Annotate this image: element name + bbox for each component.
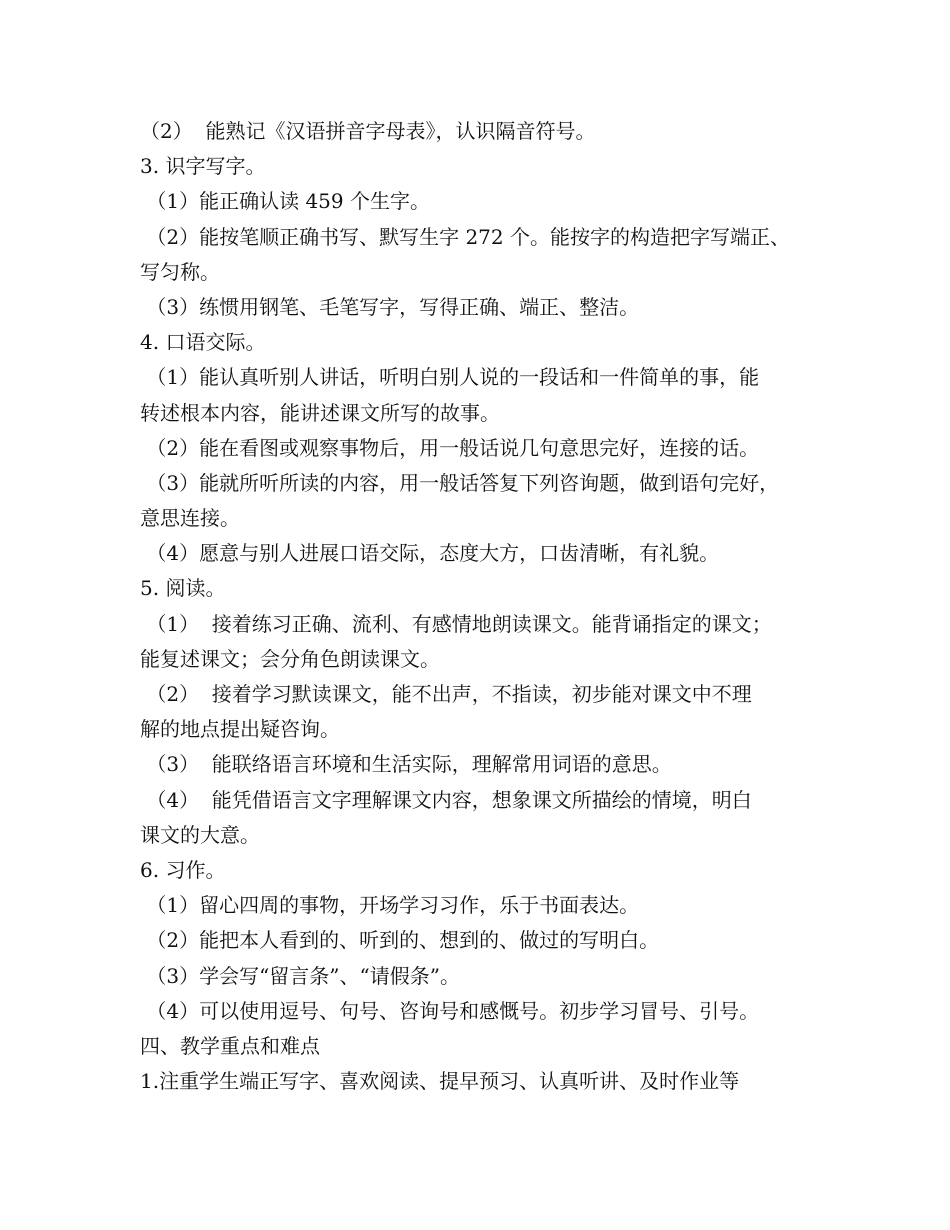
text-line: 5. 阅读。: [140, 576, 226, 601]
text-line: 转述根本内容，能讲述课文所写的故事。: [140, 400, 500, 425]
text-line: 意思连接。: [140, 506, 240, 531]
text-line: （2） 能熟记《汉语拼音字母表》，认识隔音符号。: [140, 119, 596, 143]
text-line: 1.注重学生端正写字、喜欢阅读、提早预习、认真听讲、及时作业等: [140, 1069, 740, 1094]
text-line: 课文的大意。: [140, 822, 260, 847]
text-line: （4）可以使用逗号、句号、咨询号和感慨号。初步学习冒号、引号。: [140, 998, 760, 1023]
text-line: 4. 口语交际。: [140, 330, 266, 355]
text-line: （3）练惯用钢笔、毛笔写字，写得正确、端正、整洁。: [140, 294, 640, 319]
text-line: （1） 接着练习正确、流利、有感情地朗读课文。能背诵指定的课文；: [140, 611, 772, 636]
text-line: （2）能按笔顺正确书写、默写生字 272 个。能按字的构造把字写端正、: [140, 224, 790, 249]
text-line: （2）能在看图或观察事物后，用一般话说几句意思完好，连接的话。: [140, 435, 760, 460]
document-body: [140, 114, 830, 1099]
text-line: （3）能就所听所读的内容，用一般话答复下列咨询题，做到语句完好，: [140, 470, 780, 495]
text-line: （2） 接着学习默读课文，能不出声，不指读，初步能对课文中不理: [140, 682, 752, 706]
text-line: 解的地点提出疑咨询。: [140, 717, 340, 742]
text-line: （1）能认真听别人讲话，听明白别人说的一段话和一件简单的事，能: [140, 365, 760, 390]
text-line: 3. 识字写字。: [140, 154, 266, 179]
text-line: （1）能正确认读 459 个生字。: [140, 189, 430, 214]
text-line: （4）愿意与别人进展口语交际，态度大方，口齿清晰，有礼貌。: [140, 541, 720, 566]
text-line: 能复述课文；会分角色朗读课文。: [140, 646, 440, 671]
text-line: 四、教学重点和难点: [140, 1033, 320, 1058]
text-line: 写匀称。: [140, 259, 220, 284]
text-line: （4） 能凭借语言文字理解课文内容，想象课文所描绘的情境，明白: [140, 787, 752, 812]
text-line: （3）学会写“留言条”、“请假条”。: [140, 963, 460, 988]
text-line: （2）能把本人看到的、听到的、想到的、做过的写明白。: [140, 928, 660, 953]
text-line: （3） 能联络语言环境和生活实际，理解常用词语的意思。: [140, 752, 672, 777]
text-line: （1）留心四周的事物，开场学习习作，乐于书面表达。: [140, 893, 640, 918]
text-line: 6. 习作。: [140, 857, 226, 882]
